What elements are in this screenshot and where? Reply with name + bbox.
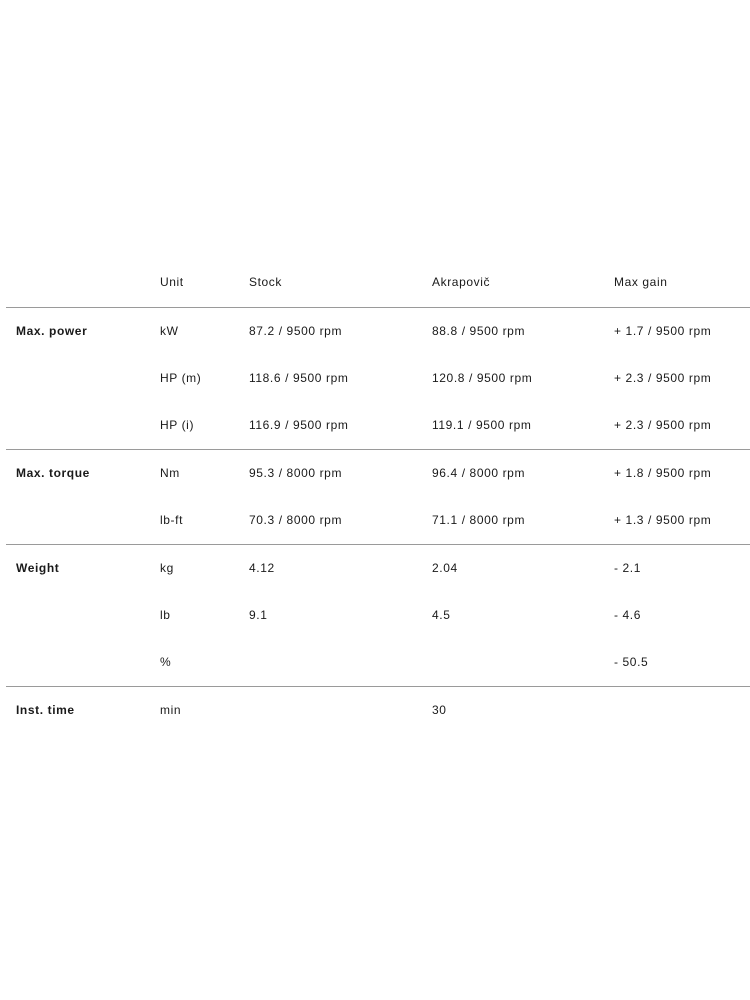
table-row [6, 355, 750, 402]
akrapovic-cell: 88.8 / 9500 rpm [432, 324, 526, 338]
akrapovic-cell: 96.4 / 8000 rpm [432, 466, 526, 480]
stock-cell: 70.3 / 8000 rpm [249, 513, 343, 527]
unit-cell: HP (m) [160, 371, 202, 385]
table-row [6, 497, 750, 544]
table-row [6, 592, 750, 639]
stock-cell: 9.1 [249, 608, 268, 622]
gain-cell: + 1.3 / 9500 rpm [614, 513, 712, 527]
group-label-max-torque: Max. torque [16, 466, 90, 480]
table-row [6, 450, 750, 497]
akrapovic-cell: 120.8 / 9500 rpm [432, 371, 533, 385]
group-label-inst-time: Inst. time [16, 703, 75, 717]
unit-cell: lb-ft [160, 513, 184, 527]
stock-cell: 4.12 [249, 561, 275, 575]
table-row [6, 639, 750, 686]
table-header-row [6, 258, 750, 307]
table-row [6, 545, 750, 592]
stock-cell: 95.3 / 8000 rpm [249, 466, 343, 480]
header-stock: Stock [249, 275, 283, 289]
unit-cell: lb [160, 608, 171, 622]
stock-cell: 116.9 / 9500 rpm [249, 418, 349, 432]
gain-cell: - 50.5 [614, 655, 649, 669]
header-unit: Unit [160, 275, 184, 289]
gain-cell: + 2.3 / 9500 rpm [614, 418, 712, 432]
akrapovic-cell: 4.5 [432, 608, 451, 622]
gain-cell: + 1.8 / 9500 rpm [614, 466, 712, 480]
unit-cell: % [160, 655, 172, 669]
unit-cell: kW [160, 324, 179, 338]
akrapovic-cell: 71.1 / 8000 rpm [432, 513, 526, 527]
header-max-gain: Max gain [614, 275, 668, 289]
stock-cell: 87.2 / 9500 rpm [249, 324, 343, 338]
spec-comparison-table [6, 258, 750, 734]
unit-cell: Nm [160, 466, 180, 480]
table-row [6, 402, 750, 449]
akrapovic-cell: 2.04 [432, 561, 458, 575]
unit-cell: min [160, 703, 182, 717]
gain-cell: + 1.7 / 9500 rpm [614, 324, 712, 338]
group-label-weight: Weight [16, 561, 60, 575]
header-akrapovic: Akrapovič [432, 275, 491, 289]
stock-cell: 118.6 / 9500 rpm [249, 371, 349, 385]
gain-cell: - 4.6 [614, 608, 642, 622]
unit-cell: kg [160, 561, 174, 575]
table-row [6, 687, 750, 734]
akrapovic-cell: 30 [432, 703, 447, 717]
group-label-max-power: Max. power [16, 324, 88, 338]
gain-cell: - 2.1 [614, 561, 642, 575]
table-row [6, 308, 750, 355]
akrapovic-cell: 119.1 / 9500 rpm [432, 418, 532, 432]
unit-cell: HP (i) [160, 418, 195, 432]
gain-cell: + 2.3 / 9500 rpm [614, 371, 712, 385]
